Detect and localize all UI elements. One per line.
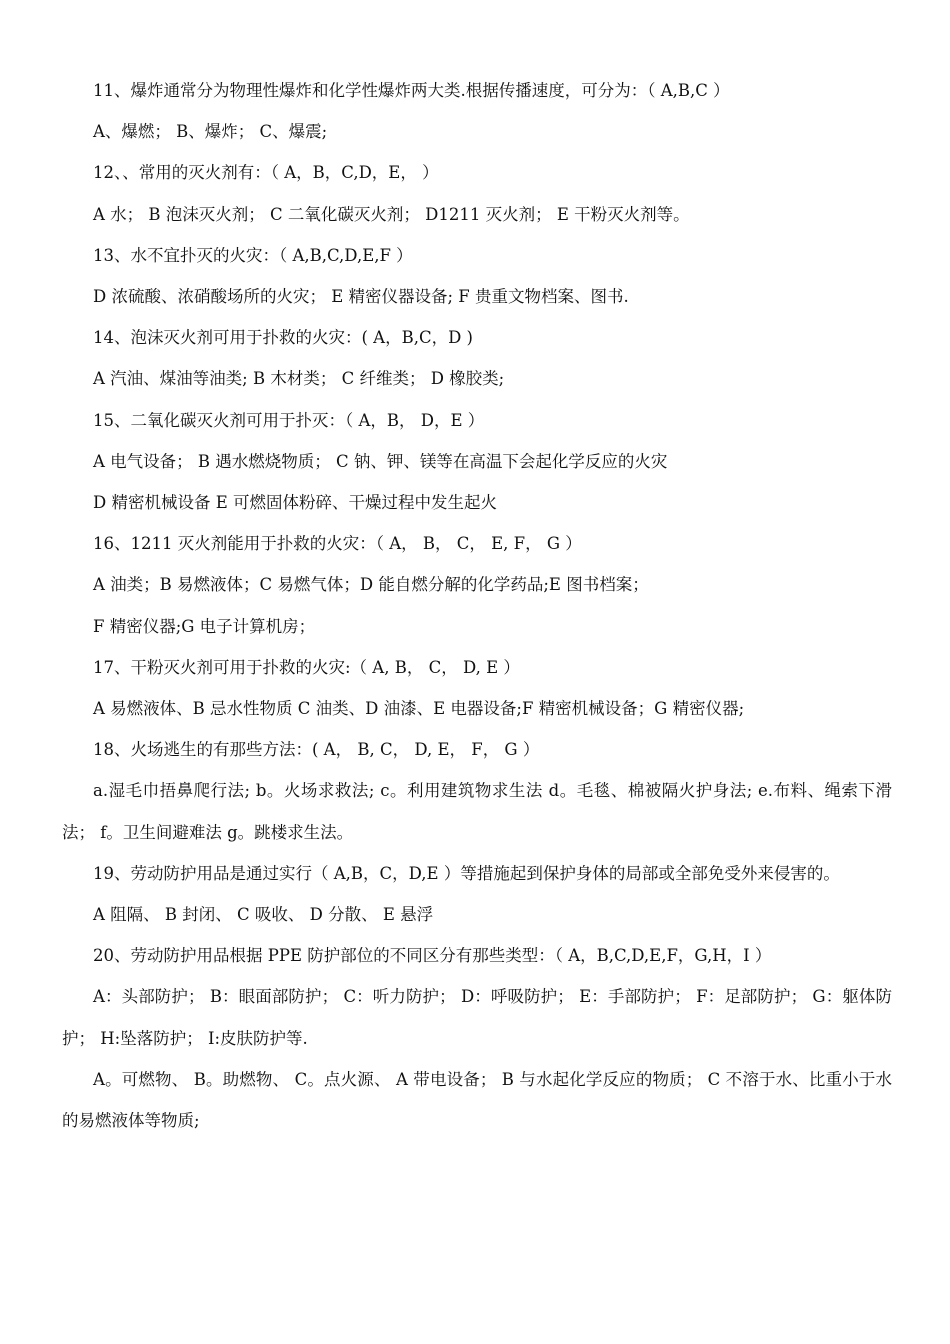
document-body bbox=[62, 70, 892, 1141]
question-19-text: 19、劳动防护用品是通过实行（ A,B，C，D,E ）等措施起到保护身体的局部或全部免受外来侵害的。 bbox=[93, 863, 840, 883]
question-15-options-2: D 精密机械设备 E 可燃固体粉碎、干燥过程中发生起火 bbox=[93, 493, 498, 513]
question-17-text: 17、干粉灭火剂可用于扑救的火灾:（ A, B， C， D, E ） bbox=[93, 657, 520, 677]
question-13-text: 13、水不宜扑灭的火灾：（ A,B,C,D,E,F ） bbox=[93, 245, 413, 265]
question-20-options: A：头部防护； B：眼面部防护； C：听力防护； D：呼吸防护； E：手部防护； F：足部防护； G：躯体防护； H:坠落防护； I:皮肤防护等. bbox=[62, 987, 892, 1048]
question-14-text: 14、泡沫灭火剂可用于扑救的火灾：( A，B,C，D ) bbox=[93, 328, 473, 348]
question-17-options: A 易燃液体、B 忌水性物质 C 油类、D 油漆、E 电器设备;F 精密机械设备；G 精密仪器; bbox=[93, 699, 745, 719]
question-12-options: A 水； B 泡沫灭火剂； C 二氧化碳灭火剂； D1211 灭火剂； E 干粉灭火剂等。 bbox=[93, 204, 690, 224]
question-19-options: A 阻隔、 B 封闭、 C 吸收、 D 分散、 E 悬浮 bbox=[93, 905, 434, 925]
question-18-options: a.湿毛巾捂鼻爬行法; b。火场求救法; c。利用建筑物求生法 d。毛毯、棉被隔火护身法; e.布料、绳索下滑法； f。卫生间避难法 g。跳楼求生法。 bbox=[62, 781, 892, 842]
question-13-options: D 浓硫酸、浓硝酸场所的火灾； E 精密仪器设备; F 贵重文物档案、图书. bbox=[93, 287, 629, 307]
question-16-text: 16、1211 灭火剂能用于扑救的火灾：（ A， B， C， E, F， G ） bbox=[93, 534, 582, 554]
question-14-options: A 汽油、煤油等油类; B 木材类； C 纤维类； D 橡胶类; bbox=[93, 369, 505, 389]
question-20-text: 20、劳动防护用品根据 PPE 防护部位的不同区分有那些类型：（ A，B,C,D,E,F，G,H，I ） bbox=[93, 946, 772, 966]
question-16-options-2: F 精密仪器;G 电子计算机房； bbox=[93, 616, 316, 636]
additional-options: A。可燃物、 B。助燃物、 C。点火源、 A 带电设备； B 与水起化学反应的物质； C 不溶于水、比重小于水的易燃液体等物质; bbox=[62, 1069, 892, 1131]
question-12-text: 12、、常用的灭火剂有：（ A，B，C,D，E， ） bbox=[93, 163, 439, 183]
question-18-text: 18、火场逃生的有那些方法：( A， B, C， D, E， F， G ） bbox=[93, 740, 540, 760]
question-15-options-1: A 电气设备； B 遇水燃烧物质； C 钠、钾、镁等在高温下会起化学反应的火灾 bbox=[93, 451, 668, 471]
question-11-options: A、爆燃； B、爆炸； C、爆震; bbox=[93, 122, 328, 142]
question-16-options-1: A 油类；B 易燃液体；C 易燃气体；D 能自燃分解的化学药品;E 图书档案； bbox=[93, 575, 649, 595]
question-11-text: 11、爆炸通常分为物理性爆炸和化学性爆炸两大类.根据传播速度，可分为：（ A,B,C ） bbox=[93, 81, 730, 100]
question-15-text: 15、二氧化碳灭火剂可用于扑灭：（ A，B， D，E ） bbox=[93, 410, 485, 430]
